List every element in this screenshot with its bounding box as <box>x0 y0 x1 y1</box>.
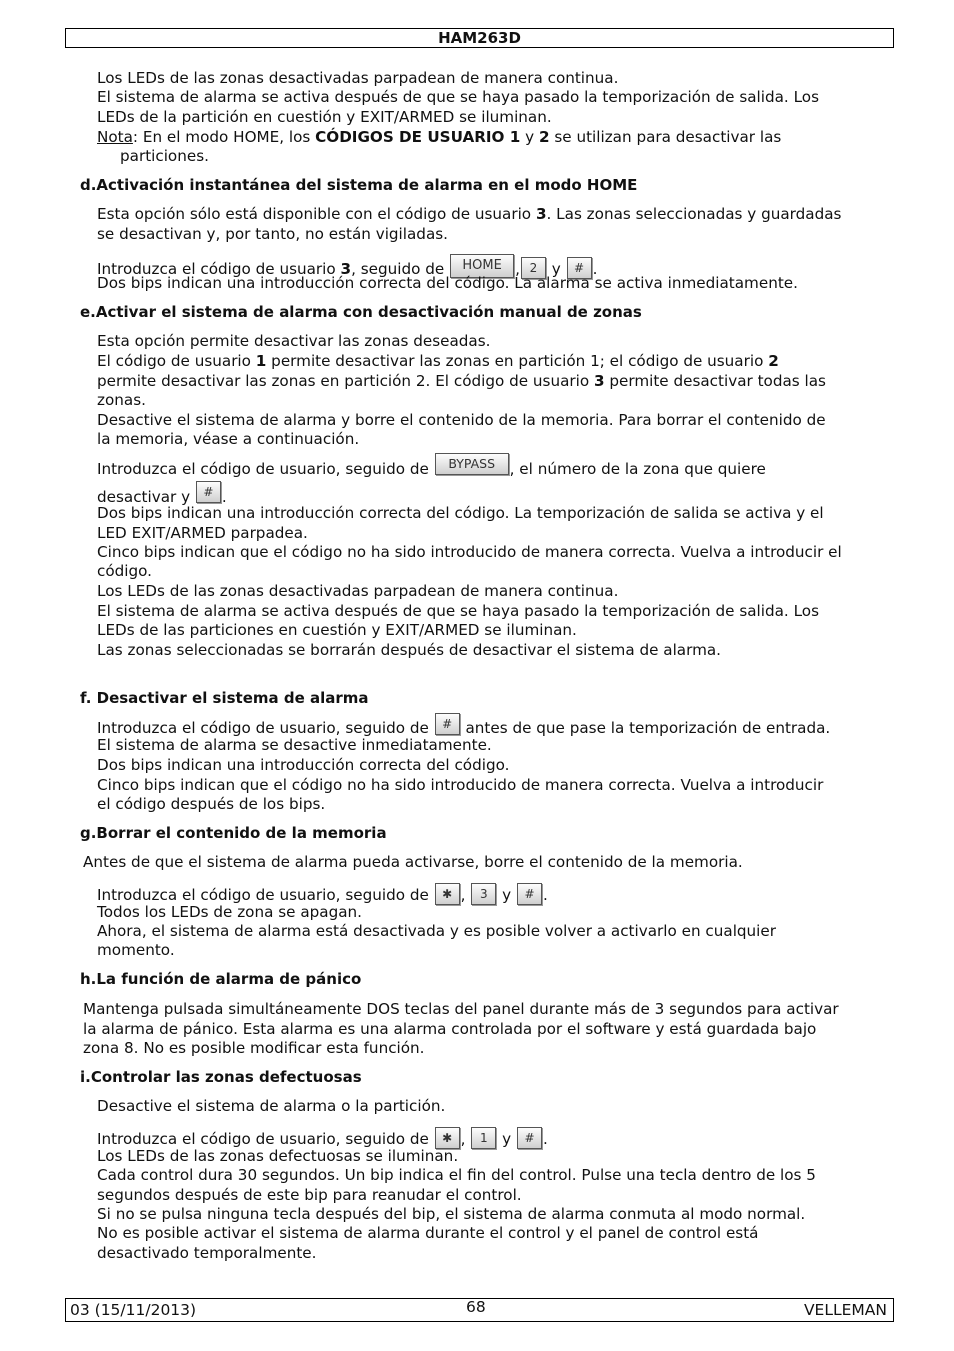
text-line: Los LEDs de las zonas desactivadas parpadean de manera continua. <box>97 69 619 87</box>
text-line: Dos bips indican una introducción correcta del código. La temporización de salida se activa y el <box>97 504 824 522</box>
bold-span: 2 <box>768 352 779 370</box>
text-line: El sistema de alarma se desactive inmediatamente. <box>97 736 492 754</box>
text-line: Los LEDs de las zonas defectuosas se iluminan. <box>97 1147 459 1165</box>
bold-span: 2 <box>538 128 550 146</box>
text-span: Introduzca el código de usuario, seguido de <box>97 719 434 737</box>
text-line <box>97 352 779 371</box>
text-span: y <box>497 1130 516 1148</box>
bold-span: 3 <box>593 372 605 390</box>
text-line: El sistema de alarma se activa después de que se haya pasado la temporización de salida. Los <box>97 602 819 620</box>
section-heading-f: f. Desactivar el sistema de alarma <box>80 689 369 707</box>
hash-key-icon: # <box>517 1127 542 1149</box>
note-line <box>97 128 781 147</box>
text-span: Introduzca el código de usuario, seguido de <box>97 886 434 904</box>
text-line: Antes de que el sistema de alarma pueda activarse, borre el contenido de la memoria. <box>83 853 743 871</box>
text-line: LED EXIT/ARMED parpadea. <box>97 524 308 542</box>
text-span: Introduzca el código de usuario, seguido de <box>97 460 434 478</box>
text-line: se desactivan y, por tanto, no están vigiladas. <box>97 225 448 243</box>
text-line: la memoria, véase a continuación. <box>97 430 360 448</box>
section-heading-e: e.Activar el sistema de alarma con desactivación manual de zonas <box>80 303 642 321</box>
star-key-icon: ✱ <box>435 1127 460 1149</box>
section-heading-d: d.Activación instantánea del sistema de alarma en el modo HOME <box>80 176 638 194</box>
text-span: El código de usuario <box>97 352 256 370</box>
text-line <box>97 883 548 905</box>
text-span: permite desactivar las zonas en partición 1; el código de usuario <box>266 352 769 370</box>
note-label: Nota <box>97 128 133 146</box>
text-line: desactivado temporalmente. <box>97 1244 317 1262</box>
hash-key-icon: # <box>196 481 221 503</box>
text-line <box>97 1127 548 1149</box>
page-number: 68 <box>466 1298 486 1316</box>
text-line: la alarma de pánico. Esta alarma es una alarma controlada por el software y está guardada bajo <box>83 1020 817 1038</box>
text-line: Todos los LEDs de zona se apagan. <box>97 903 362 921</box>
text-span: y <box>546 260 566 278</box>
text-span: , seguido de <box>351 260 450 278</box>
text-span: se utilizan para desactivar las <box>549 128 782 146</box>
bold-span: 1 <box>255 352 267 370</box>
text-line: Las zonas seleccionadas se borrarán después de desactivar el sistema de alarma. <box>97 641 722 659</box>
footer-brand: VELLEMAN <box>803 1301 887 1319</box>
text-span: . Las zonas seleccionadas y guardadas <box>546 205 842 223</box>
text-line: LEDs de las particiones en cuestión y EXIT/ARMED se iluminan. <box>97 621 577 639</box>
text-span: permite desactivar las zonas en partición 2. El código de usuario <box>97 372 594 390</box>
text-line: segundos después de este bip para reanudar el control. <box>97 1186 522 1204</box>
text-line: el código después de los bips. <box>97 795 326 813</box>
two-key-icon: 2 <box>521 257 546 279</box>
text-line: Esta opción permite desactivar las zonas deseadas. <box>97 332 491 350</box>
text-line: Ahora, el sistema de alarma está desactivada y es posible volver a activarlo en cualquier <box>97 922 776 940</box>
three-key-icon: 3 <box>471 883 496 905</box>
text-line <box>97 457 766 479</box>
text-span: desactivar y <box>97 488 195 506</box>
text-line <box>97 372 826 391</box>
home-key-icon: HOME <box>450 254 514 278</box>
text-span: . <box>221 488 227 506</box>
text-span: permite desactivar todas las <box>604 372 826 390</box>
text-line <box>97 205 841 224</box>
page-header: HAM263D <box>65 28 894 48</box>
text-span: y <box>497 886 516 904</box>
text-span: . <box>592 260 598 278</box>
text-span: : En el modo HOME, los <box>132 128 316 146</box>
text-line: Desactive el sistema de alarma y borre el contenido de la memoria. Para borrar el contenido de <box>97 411 826 429</box>
star-key-icon: ✱ <box>435 883 460 905</box>
section-heading-g: g.Borrar el contenido de la memoria <box>80 824 387 842</box>
section-heading-h: h.La función de alarma de pánico <box>80 970 362 988</box>
text-span: Introduzca el código de usuario <box>97 260 341 278</box>
text-span: , <box>460 886 466 904</box>
text-line: Cinco bips indican que el código no ha sido introducido de manera correcta. Vuelva a introducir <box>97 776 824 794</box>
text-line: momento. <box>97 941 175 959</box>
text-span: Esta opción sólo está disponible con el código de usuario <box>97 205 536 223</box>
footer-date: 03 (15/11/2013) <box>70 1301 197 1319</box>
section-heading-i: i.Controlar las zonas defectuosas <box>80 1068 362 1086</box>
text-span: , <box>460 1130 466 1148</box>
text-span: . <box>542 1130 548 1148</box>
text-span: y <box>520 128 539 146</box>
text-line: No es posible activar el sistema de alarma durante el control y el panel de control está <box>97 1224 759 1242</box>
text-span: . <box>542 886 548 904</box>
bold-span: 3 <box>340 260 352 278</box>
text-line: Si no se pulsa ninguna tecla después del bip, el sistema de alarma conmuta al modo normal. <box>97 1205 806 1223</box>
text-line: LEDs de la partición en cuestión y EXIT/ARMED se iluminan. <box>97 108 552 126</box>
bypass-key-icon: BYPASS <box>435 453 509 475</box>
text-line <box>97 716 830 738</box>
text-line: Dos bips indican una introducción correcta del código. La alarma se activa inmediatamente. <box>97 274 798 292</box>
text-line: Desactive el sistema de alarma o la partición. <box>97 1097 446 1115</box>
text-line: particiones. <box>120 147 209 165</box>
text-line: Cinco bips indican que el código no ha sido introducido de manera correcta. Vuelva a introducir el <box>97 543 842 561</box>
text-line: zonas. <box>97 391 146 409</box>
hash-key-icon: # <box>517 883 542 905</box>
text-line: código. <box>97 562 152 580</box>
text-line: El sistema de alarma se activa después de que se haya pasado la temporización de salida. Los <box>97 88 819 106</box>
text-span: Introduzca el código de usuario, seguido de <box>97 1130 434 1148</box>
text-line: Dos bips indican una introducción correcta del código. <box>97 756 510 774</box>
bold-span: 3 <box>535 205 547 223</box>
text-line: zona 8. No es posible modificar esta función. <box>83 1039 425 1057</box>
text-span: antes de que pase la temporización de entrada. <box>460 719 831 737</box>
text-line: Los LEDs de las zonas desactivadas parpadean de manera continua. <box>97 582 619 600</box>
text-line: Cada control dura 30 segundos. Un bip indica el fin del control. Pulse una tecla dentro de los 5 <box>97 1166 816 1184</box>
text-line: Mantenga pulsada simultáneamente DOS teclas del panel durante más de 3 segundos para activar <box>83 1000 839 1018</box>
page-footer <box>65 1298 894 1322</box>
one-key-icon: 1 <box>471 1127 496 1149</box>
bold-span: CÓDIGOS DE USUARIO 1 <box>315 128 521 146</box>
text-span: , <box>515 260 520 278</box>
hash-key-icon: # <box>567 257 592 279</box>
hash-key-icon: # <box>435 713 460 735</box>
text-span: , el número de la zona que quiere <box>509 460 766 478</box>
